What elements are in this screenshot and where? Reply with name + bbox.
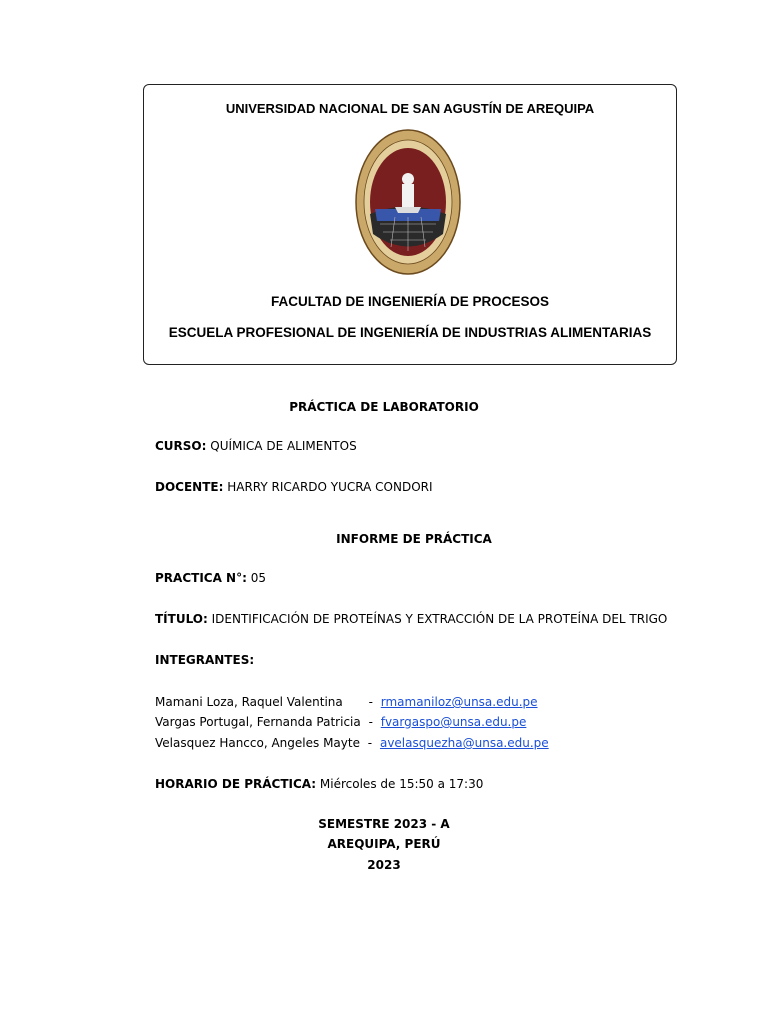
practice-number-value: 05 — [250, 571, 267, 585]
university-seal — [355, 129, 461, 275]
title-label: TÍTULO: — [155, 612, 208, 626]
header-box — [143, 84, 677, 365]
member-email-link[interactable]: fvargaspo@unsa.edu.pe — [380, 715, 527, 729]
teacher-label: DOCENTE: — [155, 480, 224, 494]
member-name: Vargas Portugal, Fernanda Patricia — [155, 715, 361, 729]
title-line — [155, 612, 667, 626]
member-email-link[interactable]: avelasquezha@unsa.edu.pe — [379, 736, 549, 750]
teacher-line — [155, 480, 433, 494]
member-row: Mamani Loza, Raquel Valentina - rmamaniloz@unsa.edu.pe — [155, 695, 538, 709]
member-email-link[interactable]: rmamaniloz@unsa.edu.pe — [380, 695, 538, 709]
university-name: UNIVERSIDAD NACIONAL DE SAN AGUSTÍN DE AREQUIPA — [225, 101, 595, 116]
schedule-label: HORARIO DE PRÁCTICA: — [155, 777, 317, 791]
member-row: Vargas Portugal, Fernanda Patricia - fvargaspo@unsa.edu.pe — [155, 715, 527, 729]
city: AREQUIPA, PERÚ — [327, 837, 441, 851]
member-row: Velasquez Hancco, Angeles Mayte - avelasquezha@unsa.edu.pe — [155, 736, 549, 750]
semester: SEMESTRE 2023 - A — [318, 817, 450, 831]
course-line — [155, 439, 357, 453]
practice-number-label: PRACTICA N°: — [155, 571, 247, 585]
year: 2023 — [367, 858, 401, 872]
practice-heading: PRÁCTICA DE LABORATORIO — [289, 400, 479, 414]
members-label: INTEGRANTES: — [155, 653, 255, 667]
member-name: Mamani Loza, Raquel Valentina — [155, 695, 343, 709]
report-heading: INFORME DE PRÁCTICA — [336, 532, 492, 546]
course-value: QUÍMICA DE ALIMENTOS — [210, 439, 357, 453]
practice-number-line — [155, 571, 266, 585]
school-name: ESCUELA PROFESIONAL DE INGENIERÍA DE INDUSTRIAS ALIMENTARIAS — [168, 325, 652, 340]
faculty-name: FACULTAD DE INGENIERÍA DE PROCESOS — [270, 294, 550, 309]
schedule-line — [155, 777, 483, 791]
teacher-value: HARRY RICARDO YUCRA CONDORI — [227, 480, 433, 494]
schedule-value: Miércoles de 15:50 a 17:30 — [319, 777, 484, 791]
course-label: CURSO: — [155, 439, 207, 453]
title-value: IDENTIFICACIÓN DE PROTEÍNAS Y EXTRACCIÓN DE LA PROTEÍNA DEL TRIGO — [211, 612, 668, 626]
member-name: Velasquez Hancco, Angeles Mayte — [155, 736, 360, 750]
